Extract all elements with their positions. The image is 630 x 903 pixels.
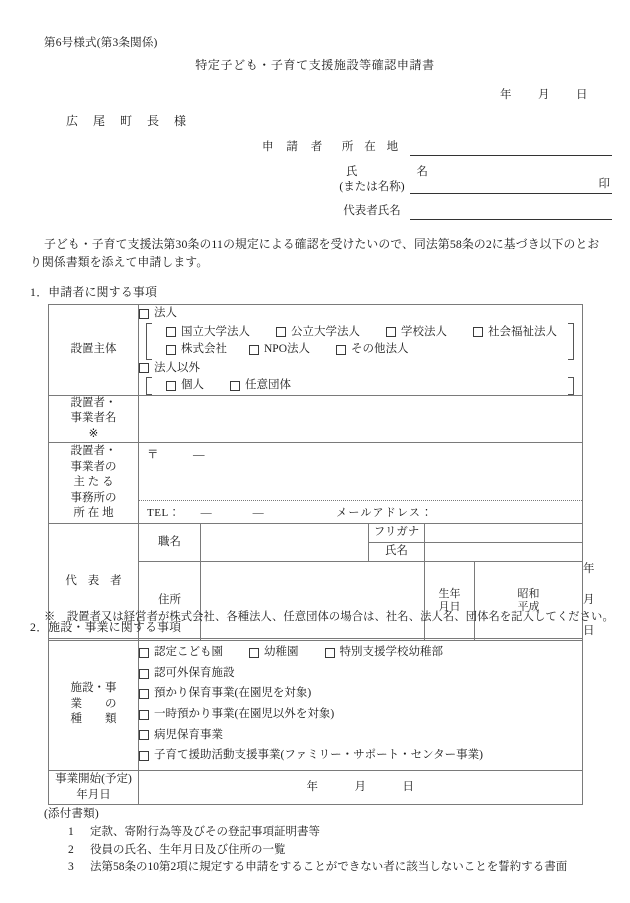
checkbox-icon[interactable] bbox=[325, 648, 335, 658]
noncorp-options-row bbox=[152, 378, 567, 394]
name-label-cell bbox=[369, 543, 425, 562]
mail-label: メールアドレス： bbox=[336, 506, 434, 519]
start-year-label: 年 bbox=[306, 780, 319, 793]
tel-dash-1: ― bbox=[200, 506, 212, 519]
checkbox-icon[interactable] bbox=[386, 327, 396, 337]
attachment-number: 3 bbox=[68, 861, 74, 874]
checkbox-unlicensed-childcare[interactable] bbox=[139, 666, 582, 682]
entity-options-cell bbox=[139, 305, 583, 396]
checkbox-public-univ[interactable] bbox=[276, 325, 360, 341]
checkbox-certified-center-label: 認定こども園 bbox=[154, 646, 223, 659]
checkbox-icon[interactable] bbox=[139, 363, 149, 373]
applicant-block bbox=[262, 138, 612, 228]
checkbox-icon[interactable] bbox=[139, 689, 149, 699]
rep-address-input[interactable] bbox=[201, 562, 425, 641]
attachments-list bbox=[44, 824, 567, 877]
dob-label-line2: 月日 bbox=[438, 600, 461, 613]
checkbox-icon[interactable] bbox=[139, 648, 149, 658]
name-label: 氏名 bbox=[385, 545, 408, 558]
checkbox-stock-company-label: 株式会社 bbox=[181, 343, 227, 356]
checkbox-temporary-care-label: 一時預かり事業(在園児以外を対象) bbox=[154, 708, 335, 720]
kind-options-cell bbox=[139, 639, 583, 771]
noncorp-options-inner bbox=[152, 377, 567, 395]
applicant-info-table bbox=[48, 304, 596, 641]
checkbox-extended-care[interactable] bbox=[139, 686, 582, 702]
checkbox-noncorp[interactable] bbox=[139, 361, 582, 377]
name-input[interactable] bbox=[425, 543, 583, 562]
era-heisei-label[interactable]: 平成 bbox=[517, 600, 540, 613]
attachments-block bbox=[44, 806, 567, 877]
table-row-representative-title bbox=[49, 524, 583, 543]
operator-name-label-line1: 設置者・ bbox=[70, 396, 117, 409]
list-item bbox=[68, 842, 567, 860]
start-date-label-cell bbox=[49, 771, 139, 805]
operator-name-input[interactable] bbox=[139, 395, 583, 443]
applicant-representative-input[interactable] bbox=[410, 204, 612, 220]
checkbox-voluntary-group[interactable] bbox=[230, 378, 291, 394]
applicant-name-label-line2: (または名称) bbox=[339, 180, 405, 193]
applicant-name-row bbox=[262, 164, 612, 194]
intro-paragraph: 子ども・子育て支援法第30条の11の規定による確認を受けたいので、同法第58条の2に基づき以下のとおり関係書類を添えて申請します。 bbox=[30, 237, 600, 269]
checkbox-other-corp[interactable] bbox=[336, 342, 409, 358]
kind-options-row1 bbox=[139, 645, 582, 661]
applicant-name-label-line1: 氏 名 bbox=[346, 166, 440, 179]
date-line bbox=[500, 88, 588, 104]
checkbox-icon[interactable] bbox=[139, 730, 149, 740]
representative-label: 代 表 者 bbox=[65, 575, 126, 588]
attachment-text: 役員の氏名、生年月日及び住所の一覧 bbox=[90, 843, 286, 856]
checkbox-school-corp[interactable] bbox=[386, 325, 447, 341]
checkbox-icon[interactable] bbox=[249, 648, 259, 658]
table-row-start-date bbox=[49, 771, 583, 805]
checkbox-individual-label: 個人 bbox=[181, 379, 204, 392]
start-date-label-line2: 年月日 bbox=[76, 788, 111, 801]
table-row-facility-kind bbox=[49, 639, 583, 771]
office-label-line3: 主 た る bbox=[73, 476, 114, 489]
checkbox-voluntary-group-label: 任意団体 bbox=[245, 379, 291, 392]
dob-year-label: 年 bbox=[583, 563, 596, 576]
checkbox-stock-company[interactable] bbox=[166, 342, 227, 358]
postal-symbol: 〒 bbox=[147, 449, 159, 462]
checkbox-temporary-care[interactable] bbox=[139, 707, 582, 723]
checkbox-welfare-corp[interactable] bbox=[473, 325, 557, 341]
section1-note: ※ 設置者又は経営者が株式会社、各種法人、任意団体の場合は、社名、法人名、団体名を記入してください。 bbox=[44, 611, 614, 623]
date-day-label: 日 bbox=[576, 89, 588, 101]
applicant-name-input[interactable] bbox=[410, 178, 612, 194]
table-row-office-address bbox=[49, 443, 583, 524]
era-showa-label[interactable]: 昭和 bbox=[517, 587, 540, 600]
checkbox-school-corp-label: 学校法人 bbox=[401, 325, 447, 338]
office-label-line2: 事業者の bbox=[70, 460, 117, 473]
applicant-representative-row bbox=[262, 202, 612, 220]
dob-month-label: 月 bbox=[583, 594, 596, 607]
checkbox-icon[interactable] bbox=[139, 309, 149, 319]
checkbox-national-univ[interactable] bbox=[166, 325, 250, 341]
checkbox-noncorp-label: 法人以外 bbox=[154, 361, 200, 374]
checkbox-icon[interactable] bbox=[139, 669, 149, 679]
tel-dash-2: ― bbox=[252, 506, 264, 519]
checkbox-certified-center[interactable] bbox=[139, 645, 223, 661]
office-label-line5: 所 在 地 bbox=[73, 507, 114, 520]
addressee: 広 尾 町 長 様 bbox=[66, 114, 193, 128]
corp-options-bracket-group bbox=[143, 323, 582, 360]
checkbox-family-support-label: 子育て援助活動支援事業(ファミリー・サポート・センター事業) bbox=[154, 749, 483, 762]
job-title-label: 職名 bbox=[158, 535, 181, 548]
table-row-operator-name bbox=[49, 395, 583, 443]
dob-label-line1: 生年 bbox=[438, 587, 461, 600]
job-title-label-cell bbox=[139, 524, 201, 562]
form-number: 第6号様式(第3条関係) bbox=[44, 37, 158, 49]
applicant-representative-label: 代表者氏名 bbox=[343, 205, 401, 218]
office-address-input[interactable] bbox=[139, 443, 582, 501]
checkbox-sick-child-care[interactable] bbox=[139, 728, 582, 744]
date-month-label: 月 bbox=[538, 89, 550, 101]
attachments-heading: (添付書類) bbox=[44, 808, 99, 820]
office-label-line4: 事務所の bbox=[70, 491, 117, 504]
rep-address-label: 住所 bbox=[158, 594, 181, 607]
attachment-number: 2 bbox=[68, 843, 74, 856]
kind-label-line3: 種 類 bbox=[70, 713, 117, 726]
checkbox-sick-child-care-label: 病児保育事業 bbox=[154, 728, 223, 741]
list-item bbox=[68, 859, 567, 877]
operator-name-label-cell bbox=[49, 395, 139, 443]
section2-title: 2．施設・事業に関する事項 bbox=[30, 620, 182, 634]
checkbox-npo[interactable] bbox=[249, 342, 310, 358]
checkbox-icon[interactable] bbox=[139, 751, 149, 761]
corp-options-row1 bbox=[152, 325, 567, 341]
attachment-text: 定款、寄附行為等及びその登記事項証明書等 bbox=[90, 825, 320, 838]
operator-name-label-line3: ※ bbox=[88, 427, 99, 440]
dob-day-label: 日 bbox=[583, 625, 596, 638]
list-item bbox=[68, 824, 567, 842]
furigana-label: フリガナ bbox=[373, 526, 420, 539]
facility-info-table bbox=[48, 638, 583, 805]
kind-label-line2: 業 の bbox=[70, 697, 117, 710]
era-cell[interactable] bbox=[475, 562, 583, 641]
checkbox-welfare-corp-label: 社会福祉法人 bbox=[488, 325, 557, 338]
table-row-entity bbox=[49, 305, 583, 396]
checkbox-national-univ-label: 国立大学法人 bbox=[181, 325, 250, 338]
entity-label-cell bbox=[49, 305, 139, 396]
postal-dash: ― bbox=[193, 449, 205, 462]
checkbox-icon[interactable] bbox=[166, 381, 176, 391]
page-title: 特定子ども・子育て支援施設等確認申請書 bbox=[195, 58, 435, 72]
applicant-name-label bbox=[334, 165, 440, 194]
office-address-label-cell bbox=[49, 443, 139, 524]
bracket-left-icon bbox=[143, 323, 152, 360]
checkbox-special-support-kindergarten[interactable] bbox=[325, 645, 444, 661]
bracket-right-icon bbox=[567, 323, 576, 360]
job-title-input[interactable] bbox=[201, 524, 369, 562]
tel-label: TEL： bbox=[147, 506, 181, 519]
operator-name-label-line2: 事業者名 bbox=[70, 412, 117, 425]
checkbox-icon[interactable] bbox=[276, 327, 286, 337]
furigana-label-cell bbox=[369, 524, 425, 543]
checkbox-public-univ-label: 公立大学法人 bbox=[291, 325, 360, 338]
applicant-address-row bbox=[262, 138, 612, 156]
kind-label-line1: 施設・事 bbox=[70, 682, 117, 695]
checkbox-other-corp-label: その他法人 bbox=[351, 343, 409, 356]
start-date-label-line1: 事業開始(予定) bbox=[55, 772, 132, 785]
noncorp-options-bracket-group bbox=[143, 377, 582, 395]
section1-title: 1．申請者に関する事項 bbox=[30, 285, 158, 299]
start-day-label: 日 bbox=[402, 780, 415, 793]
office-label-line1: 設置者・ bbox=[70, 445, 117, 458]
checkbox-family-support[interactable] bbox=[139, 748, 582, 764]
checkbox-kindergarten[interactable] bbox=[249, 645, 299, 661]
office-address-cell bbox=[139, 443, 583, 524]
checkbox-icon[interactable] bbox=[473, 327, 483, 337]
applicant-lead-label: 申 請 者 bbox=[262, 141, 328, 154]
dob-label-cell bbox=[425, 562, 475, 641]
start-month-label: 月 bbox=[354, 780, 367, 793]
furigana-input[interactable] bbox=[425, 524, 583, 543]
checkbox-icon[interactable] bbox=[139, 710, 149, 720]
bracket-left-icon bbox=[143, 377, 152, 395]
checkbox-corp[interactable] bbox=[139, 306, 582, 322]
applicant-address-input[interactable] bbox=[410, 140, 612, 156]
checkbox-kindergarten-label: 幼稚園 bbox=[264, 646, 299, 659]
checkbox-special-support-kindergarten-label: 特別支援学校幼稚部 bbox=[339, 646, 443, 659]
checkbox-corp-label: 法人 bbox=[154, 307, 177, 319]
checkbox-icon[interactable] bbox=[166, 345, 176, 355]
checkbox-icon[interactable] bbox=[336, 345, 346, 355]
start-date-input[interactable] bbox=[139, 771, 583, 805]
checkbox-icon[interactable] bbox=[230, 381, 240, 391]
corp-options-inner bbox=[152, 323, 567, 360]
checkbox-individual[interactable] bbox=[166, 378, 204, 394]
bracket-right-icon bbox=[567, 377, 576, 395]
date-year-label: 年 bbox=[500, 89, 512, 101]
corp-options-row2 bbox=[152, 342, 567, 358]
checkbox-extended-care-label: 預かり保育事業(在園児を対象) bbox=[154, 687, 312, 700]
seal-mark: 印 bbox=[598, 178, 610, 191]
attachment-text: 法第58条の10第2項に規定する申請をすることができない者に該当しないことを誓約する書面 bbox=[90, 861, 568, 874]
attachment-number: 1 bbox=[68, 825, 74, 838]
kind-label-cell bbox=[49, 639, 139, 771]
applicant-address-label: 所 在 地 bbox=[341, 141, 403, 154]
entity-label: 設置主体 bbox=[70, 343, 117, 356]
checkbox-icon[interactable] bbox=[249, 345, 259, 355]
checkbox-icon[interactable] bbox=[166, 327, 176, 337]
checkbox-unlicensed-childcare-label: 認可外保育施設 bbox=[154, 666, 235, 679]
office-contact-row bbox=[139, 501, 582, 523]
checkbox-npo-label: NPO法人 bbox=[264, 343, 311, 356]
